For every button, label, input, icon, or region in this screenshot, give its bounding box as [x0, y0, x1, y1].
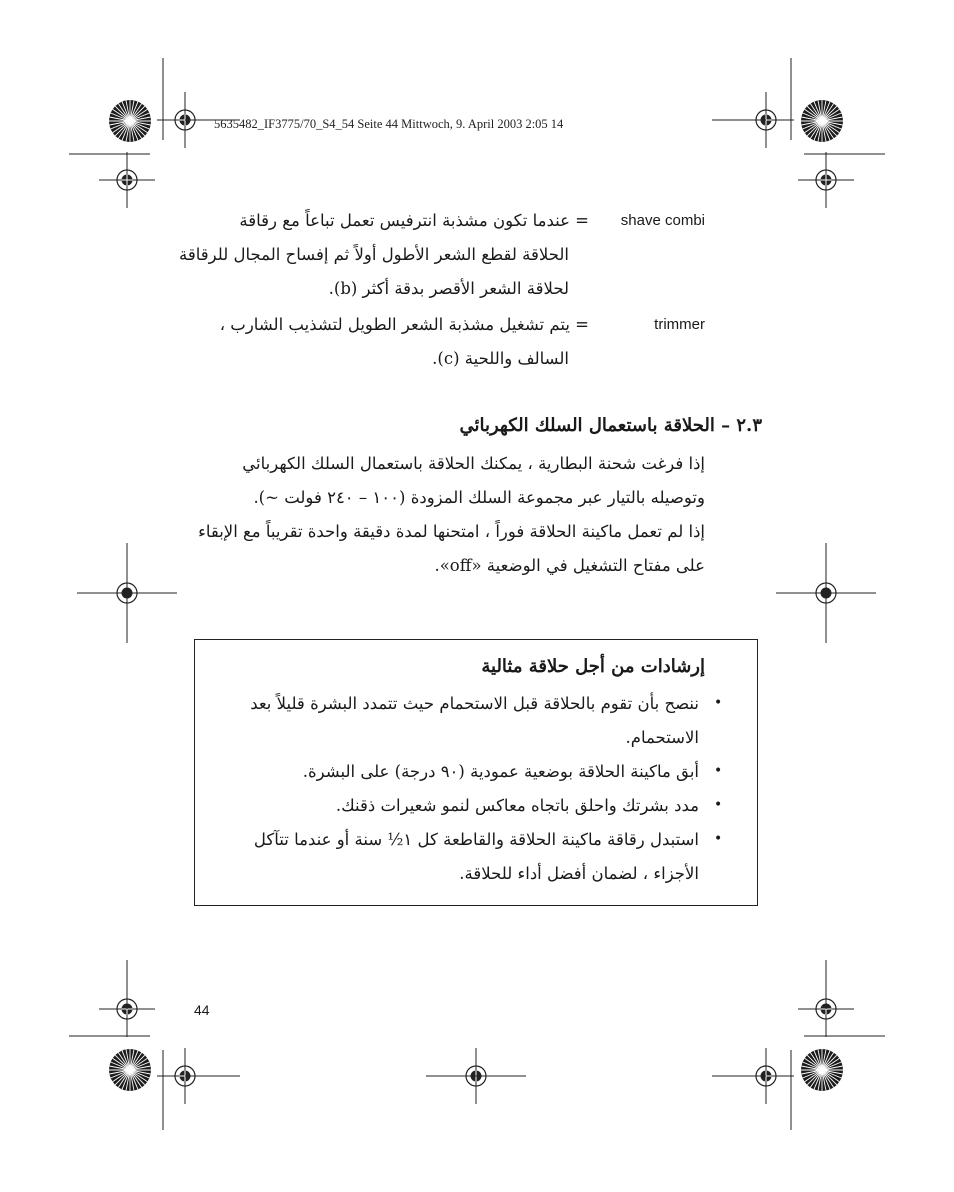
tip-4-line-2: الأجزاء ، لضمان أفضل أداء للحلاقة. [459, 864, 699, 883]
registration-star-top-left [109, 100, 151, 142]
tip-4-line-1: استبدل رقاقة ماكينة الحلاقة والقاطعة كل ١½ سنة أو عندما تتآكل [253, 830, 699, 849]
mode-trimmer-line-2: السالف واللحية (c). [432, 349, 569, 368]
mode-trimmer-line-1: = يتم تشغيل مشذبة الشعر الطويل لتشذيب الشارب ، [219, 315, 589, 334]
print-header-line: 5635482_IF3775/70_S4_54 Seite 44 Mittwoch, 9. April 2003 2:05 14 [214, 117, 564, 131]
section-paragraph-line-4: على مفتاح التشغيل في الوضعية «off». [434, 556, 705, 575]
tip-3-line-1: مدد بشرتك واحلق باتجاه معاكس لنمو شعيرات ذقنك. [335, 796, 699, 815]
registration-star-bottom-right [801, 1049, 843, 1091]
section-paragraph-line-3: إذا لم تعمل ماكينة الحلاقة فوراً ، امتحنها لمدة دقيقة واحدة تقريباً مع الإبقاء [198, 522, 705, 541]
bullet-icon: • [714, 695, 723, 711]
page-number: 44 [194, 1002, 210, 1018]
mode-shave-combi-line-3: لحلاقة الشعر الأقصر بدقة أكثر (b). [328, 279, 569, 298]
section-paragraph-line-2: وتوصيله بالتيار عبر مجموعة السلك المزودة (١٠٠ – ٢٤٠ فولت ~). [253, 488, 705, 507]
registration-star-bottom-left [109, 1049, 151, 1091]
tip-2-line-1: أبق ماكينة الحلاقة بوضعية عمودية (٩٠ درجة) على البشرة. [302, 762, 699, 781]
mode-term-shave-combi: shave combi [620, 212, 705, 229]
section-paragraph-line-1: إذا فرغت شحنة البطارية ، يمكنك الحلاقة باستعمال السلك الكهربائي [242, 454, 705, 473]
bullet-icon: • [714, 831, 723, 847]
tip-1-line-2: الاستحمام. [625, 728, 699, 747]
tips-title: إرشادات من أجل حلاقة مثالية [481, 656, 705, 677]
bullet-icon: • [714, 763, 723, 779]
mode-shave-combi-line-1: = عندما تكون مشذبة انترفيس تعمل تباعاً مع رقاقة [239, 211, 589, 230]
section-heading: ٢.٣ – الحلاقة باستعمال السلك الكهربائي [459, 415, 762, 436]
registration-star-top-right [801, 100, 843, 142]
bullet-icon: • [714, 797, 723, 813]
mode-shave-combi-line-2: الحلاقة لقطع الشعر الأطول أولاً ثم إفساح المجال للرقاقة [179, 245, 569, 264]
mode-term-trimmer: trimmer [654, 316, 705, 333]
tip-1-line-1: ننصح بأن تقوم بالحلاقة قبل الاستحمام حيث تتمدد البشرة قليلاً بعد [250, 694, 699, 713]
